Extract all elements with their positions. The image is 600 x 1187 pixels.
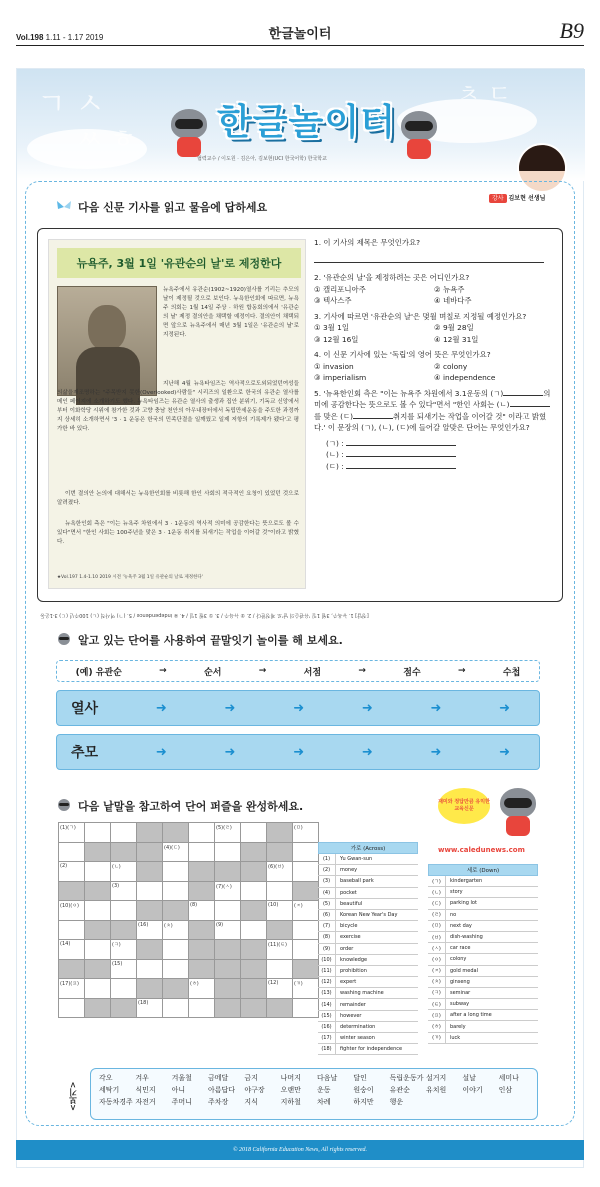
crossword-grid[interactable]: (1)(ㄱ) (5)(ㄹ) (ㅁ) (4)(ㄷ) (2) (ㄴ) (6)(ㅂ) (3) (7)(ㅅ) (10)(ㅇ) (8) (10) (ㅈ) (16) (ㅊ) (9) (14) (ㅋ) (11)(ㅌ) (15) (17)(ㅍ) (ㅎ) (12) (ㄲ) (18) bbox=[58, 822, 319, 1018]
mascot-icon bbox=[167, 109, 211, 157]
blank-b[interactable]: (ㄴ) : bbox=[326, 449, 554, 461]
q2-option[interactable]: ② 뉴욕주 bbox=[434, 284, 465, 294]
section-title: 한글놀이터 bbox=[268, 27, 332, 42]
article-paragraph: 뉴욕주에서 유관순(1902~1920)열사를 기리는 추모의 날이 제정될 것으로 보인다. 뉴욕한인회에 따르면, 뉴욕주 의회는 1월 14일 주상 · 하원 합동회의에서 '유관순의 날' 제정 결의안을 채택할 예정이다. 결의안이 채택되면 앞으로 뉴욕주에서 매년 3월 1일은 '유관순의 날'로 지정된다. bbox=[163, 287, 299, 338]
butterfly-icon bbox=[56, 200, 72, 214]
answer-line[interactable] bbox=[314, 253, 544, 263]
question-1: 1. 이 기사의 제목은 무엇인가요? bbox=[314, 238, 421, 247]
chain-row-1[interactable]: 열사 ➜ ➜ ➜ ➜ ➜ ➜ bbox=[56, 690, 540, 726]
down-hints: 세로 (Down) (ㄱ) kindergarten (ㄴ) story (ㄷ) parking lot (ㄹ) no (ㅁ) next day (ㅂ) dish-washing (ㅅ) car race (ㅇ) colony (ㅈ) gold medal (ㅊ) ginseng (ㅋ) seminar (ㅌ) subway (ㅍ) after a long time (ㅎ) barely (ㄲ) luck bbox=[428, 864, 538, 1044]
question-4: 4. 이 신문 기사에 있는 '독립'의 영어 뜻은 무엇인가요? bbox=[314, 350, 491, 359]
q3-option[interactable]: ② 9월 28일 bbox=[434, 323, 474, 332]
q4-option[interactable]: ② colony bbox=[434, 361, 468, 371]
article-title: 뉴욕주, 3월 1일 '유관순의 날'로 제정한다 bbox=[57, 248, 301, 278]
article-paragraph: 뉴욕한인회 측은 "이는 뉴욕주 차원에서 3 · 1운동의 역사적 의미에 공감한다는 뜻으로도 볼 수 있다"면서 "한인 사회는 100주년을 맞은 3 · 1운동 취지를 되새기는 작업을 이어갈 것"이라고 밝혔다. bbox=[57, 521, 299, 545]
q3-option[interactable]: ③ 12월 16일 bbox=[314, 334, 359, 344]
answer-key: [정답] 1. 뉴욕주, 3월 1일 '유관순의 날'로 제정한다 / 2. ② 뉴욕주 / 3. ① 3월 1일 / 4. ④ independence / 5. (ㄱ) 역사적 (ㄴ) 100주년 (ㄷ) 3·1운동 bbox=[40, 612, 369, 618]
blank-c[interactable]: (ㄷ) : bbox=[326, 461, 554, 473]
question-5: 5. '뉴욕한인회 측은 "이는 뉴욕주 차원에서 3.1운동의 (ㄱ) 의미에 공감한다는 뜻으로도 볼 수 있다"면서 "한인 사회는 (ㄴ)를 맞은 (ㄷ) 취지를 되새기는 작업을 이어갈 것" 이라고 밝혔다.' 이 문장의 (ㄱ), (ㄴ), (ㄷ)에 들어갈 알맞은 단어는 무엇인가요? bbox=[314, 388, 551, 432]
section3-heading: 다음 낱말을 참고하여 단어 퍼즐을 완성하세요. bbox=[56, 798, 303, 814]
q2-option[interactable]: ① 캘리포니아주 bbox=[314, 284, 366, 294]
article-paragraph: 이번 결의안 논의에 대해서는 뉴욕한인회를 비롯해 한인 사회의 적극적인 요청이 있었던 것으로 알려졌다. bbox=[57, 491, 299, 506]
chain-row-2[interactable]: 추모 ➜ ➜ ➜ ➜ ➜ ➜ bbox=[56, 734, 540, 770]
q3-option[interactable]: ① 3월 1일 bbox=[314, 323, 350, 332]
raccoon-icon bbox=[56, 799, 72, 813]
q4-option[interactable]: ① invasion bbox=[314, 361, 354, 371]
hero-banner bbox=[17, 69, 585, 181]
q3-option[interactable]: ④ 12월 31일 bbox=[434, 334, 479, 344]
questions bbox=[314, 237, 554, 472]
news-article bbox=[48, 239, 306, 589]
promo-badge: 재미와 정답만큼 유익한 교육신문 www.caledunews.com bbox=[436, 780, 546, 860]
teacher-tag: 강사 김보현 선생님 bbox=[489, 193, 545, 202]
news-box bbox=[37, 228, 563, 602]
decor-letters: ㄱ ㅅ bbox=[37, 87, 105, 122]
footer-copyright: © 2018 California Education News, All rights reserved. bbox=[16, 1140, 584, 1160]
section1-heading: 다음 신문 기사를 읽고 물음에 답하세요 bbox=[56, 199, 267, 215]
logo: 한글놀이터 bbox=[217, 102, 396, 143]
section2-heading: 알고 있는 단어를 사용하여 끝말잇기 놀이를 해 보세요. bbox=[56, 632, 343, 648]
page-number: B9 bbox=[559, 18, 584, 43]
promo-url[interactable]: www.caledunews.com bbox=[438, 846, 525, 854]
word-bank bbox=[90, 1068, 538, 1120]
article-source: ★Vol.197 1.4-1.10 2019 시전 '뉴욕주 3월 1일 유관순의 날로 제정한다' bbox=[57, 575, 204, 580]
q2-option[interactable]: ④ 네바다주 bbox=[434, 296, 472, 305]
across-hints: 가로 (Across) (1) Yu Gwan-sun (2) money (3) baseball park (4) pocket (5) beautiful (6) Korean New Year's Day (7) bicycle (8) exercise (9) order (10) knowledge (11) prohibition (12) expert (13) washing machine (14) remainder (15) however (16) determination (17) winter season (18) fighter for independence bbox=[318, 842, 418, 1055]
volume-info: Vol.198 1.11 - 1.17 2019 bbox=[16, 33, 104, 42]
article-paragraph: 지난해 4월 뉴욕타임즈는 역사적으로도외되었던여성들의삶을재조명하는 "주목받지 못한(Overlooked)사람들" 시리즈의 일환으로 한국의 유관순 열사를 메인 페이지에 소개하기도 했다. 뉴욕타임즈는 유관순 열사의 출생과 집안 분위기, 기독교 신앙에서부터 이화학당 시위에 참가한 것과 고향 충남 천안의 아우내장터에서 독립만세운동을 주도한 과정까지 상세히 소개하면서 '3 · 1 운동은 한국의 민족단결을 일깨웠고 일제 저항의 기록제가 됐다'고 평가한 바 있다. bbox=[57, 381, 299, 432]
q4-option[interactable]: ④ independence bbox=[434, 373, 496, 382]
q4-option[interactable]: ③ imperialism bbox=[314, 373, 367, 382]
question-2: 2. '유관순의 날'을 제정하려는 곳은 어디인가요? bbox=[314, 273, 470, 282]
decor-letters: ㅆ ㅎ bbox=[77, 125, 136, 155]
arrow-icons: ➜ ➜ ➜ ➜ ➜ ➜ bbox=[155, 744, 511, 760]
arrow-icons: ➜ ➜ ➜ ➜ ➜ ➜ bbox=[155, 700, 511, 716]
credits: 협력교수 / 이도원 · 김은아, 김보현(UCI 한국어학) 한국학교 bbox=[197, 156, 327, 162]
raccoon-icon bbox=[56, 633, 72, 647]
mascot-icon bbox=[397, 111, 441, 159]
example-chain: (예) 유관순 → 순서 → 서점 → 점수 → 수첩 bbox=[56, 660, 540, 682]
mascot-icon bbox=[496, 788, 540, 836]
q2-option[interactable]: ③ 텍사스주 bbox=[314, 296, 352, 305]
question-3: 3. 기사에 따르면 '유관순의 날'은 몇월 며칠로 지정될 예정인가요? bbox=[314, 311, 527, 321]
wordbank-label: <보기> bbox=[68, 1081, 78, 1111]
decor-letters: ㅊ ㄷ bbox=[457, 80, 511, 108]
word-bank-grid: 각오 겨우 겨울철 금메달 금지 나머지 다음날 달인 독립운동가 설거지 설날 세미나 세탁기 식민지 아니 아름답다 야구장 오랜만 운동 원숭이 유관순 유치원 이야기 인삼 자동차경주 자전거 주머니 주차장 지식 지하철 차례 하지만 행운 bbox=[99, 1074, 519, 1106]
page-header bbox=[16, 18, 584, 46]
blank-a[interactable]: (ㄱ) : bbox=[326, 438, 554, 450]
